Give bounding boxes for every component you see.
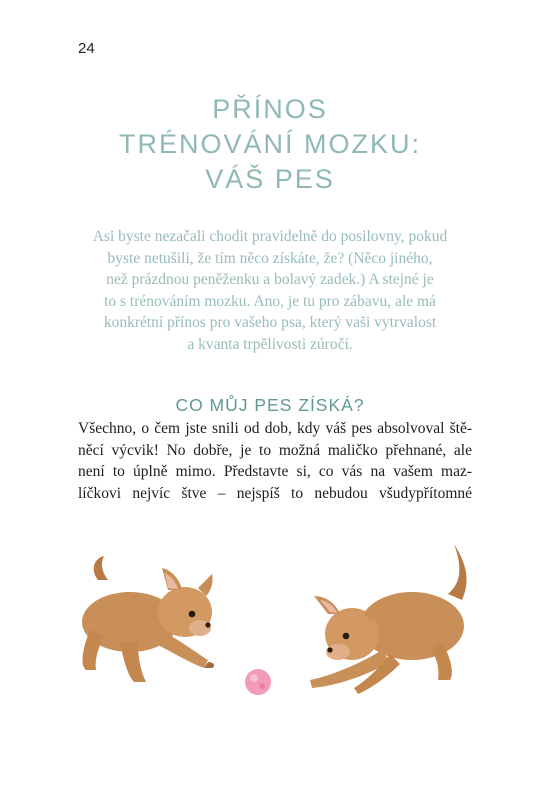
- chapter-title-line: TRÉNOVÁNÍ MOZKU:: [118, 129, 421, 159]
- intro-line: to s trénováním mozku. Ano, je tu pro zábavu, ale má: [104, 292, 436, 310]
- chapter-title: [0, 92, 540, 197]
- chapter-title-line: VÁŠ PES: [205, 164, 335, 194]
- page-number: 24: [78, 40, 95, 57]
- body-line: líčkovi nejvíc štve – nejspíš to nebudou všudypřítomné: [78, 484, 472, 502]
- intro-line: než prázdnou peněženku a bolavý zadek.) A stejné je: [106, 271, 434, 289]
- puppies-illustration: [60, 530, 490, 710]
- intro-paragraph: [70, 226, 470, 356]
- intro-line: byste netušili, že tím něco získáte, že? (Něco jiného,: [107, 249, 433, 267]
- intro-line: Asi byste nezačali chodit pravidelně do posilovny, pokud: [92, 228, 448, 245]
- intro-line: a kvanta trpělivosti zúročí.: [187, 335, 353, 353]
- intro-line: konkrétní přínos pro vašeho psa, který vaši vytrvalost: [103, 314, 437, 332]
- body-line: Všechno, o čem jste snili od dob, kdy váš pes absolvoval ště-: [78, 420, 472, 437]
- body-line: něcí výcvik! No dobře, je to možná maličko přehnané, ale: [78, 441, 472, 459]
- section-heading: CO MŮJ PES ZÍSKÁ?: [175, 395, 365, 415]
- ball-image: [245, 669, 271, 695]
- body-line: není to úplně mimo. Představte si, co vás na vašem maz-: [78, 463, 472, 480]
- puppy-left-image: [82, 556, 214, 682]
- chapter-title-line: PŘÍNOS: [212, 94, 328, 124]
- body-paragraph: [78, 418, 472, 504]
- puppy-right-image: [310, 544, 467, 694]
